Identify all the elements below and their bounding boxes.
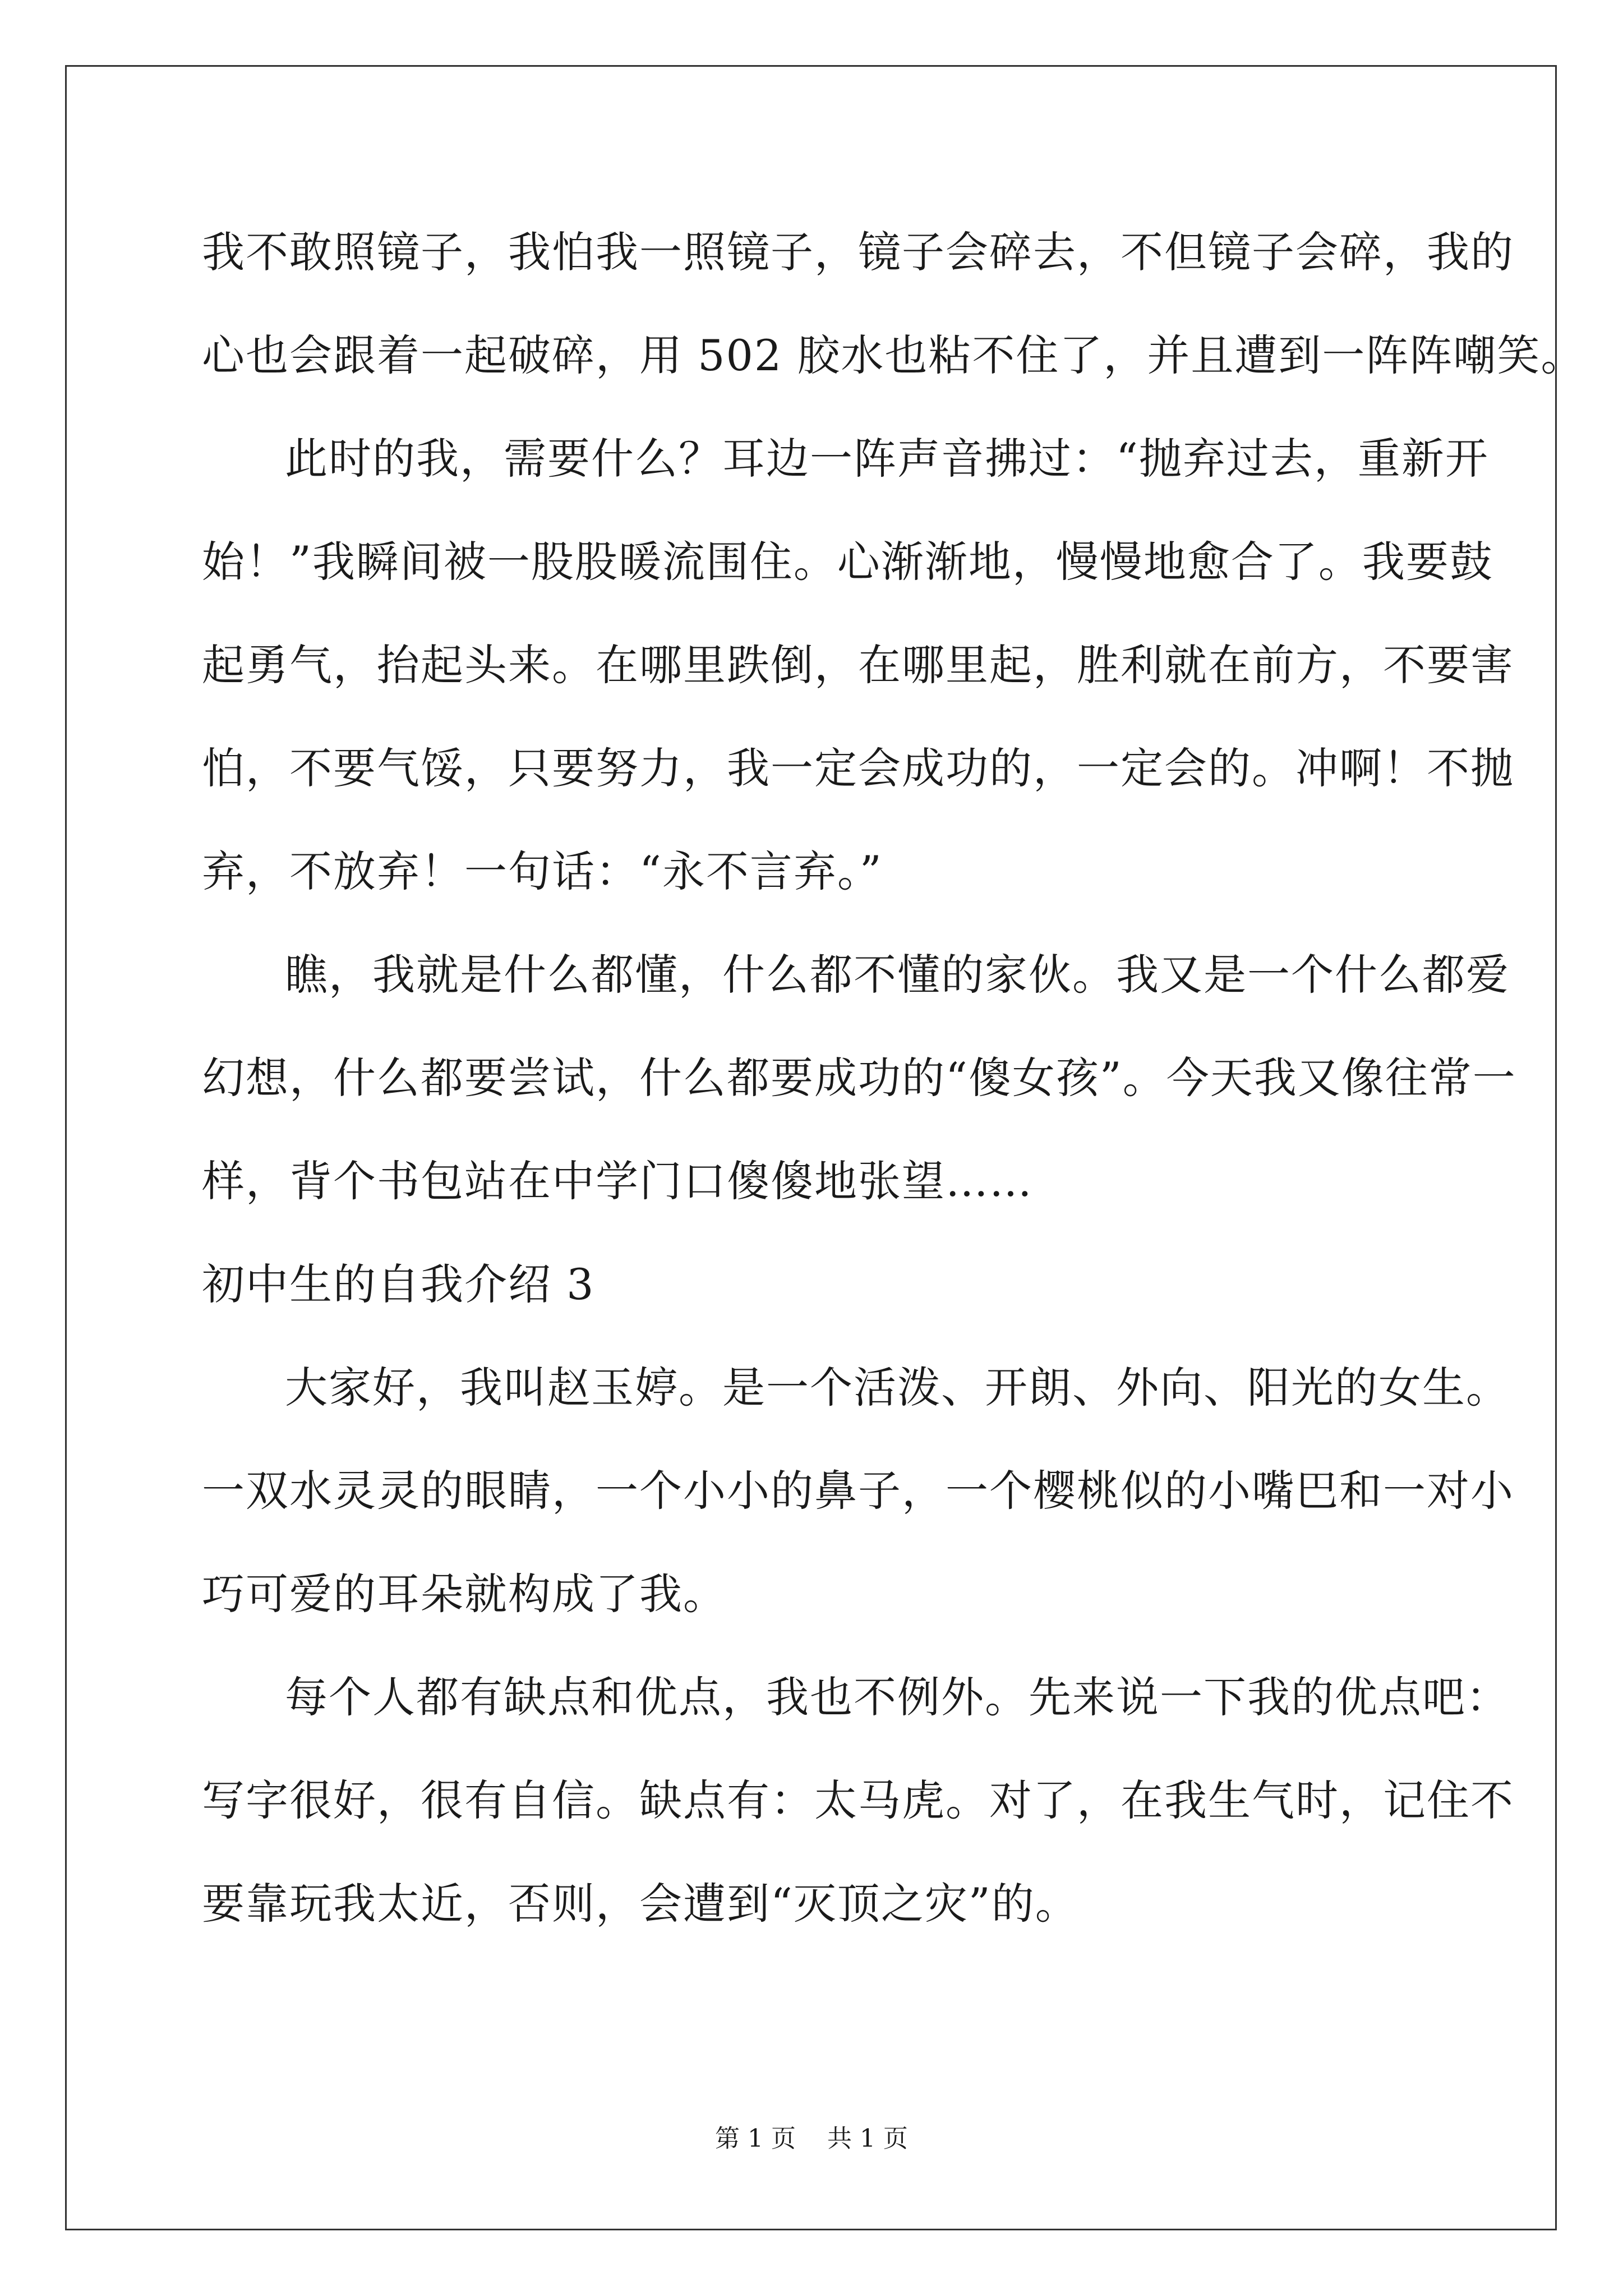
text-line: 此时的我，需要什么？耳边一阵声音拂过：“抛弃过去，重新开 — [285, 434, 1489, 484]
text-line: 要靠玩我太近，否则，会遭到“灭顶之灾”的。 — [202, 1879, 1079, 1929]
text-line: 起勇气，抬起头来。在哪里跌倒，在哪里起，胜利就在前方，不要害 — [202, 640, 1514, 690]
text-line: 写字很好，很有自信。缺点有：太马虎。对了，在我生气时，记住不 — [202, 1775, 1514, 1825]
text-line: 巧可爱的耳朵就构成了我。 — [202, 1569, 727, 1619]
text-line: 怕，不要气馁，只要努力，我一定会成功的，一定会的。冲啊！不抛 — [202, 743, 1514, 793]
text-line: 一双水灵灵的眼睛，一个小小的鼻子，一个樱桃似的小嘴巴和一对小 — [202, 1466, 1514, 1516]
text-line: 大家好，我叫赵玉婷。是一个活泼、开朗、外向、阳光的女生。 — [285, 1363, 1510, 1412]
text-line: 我不敢照镜子，我怕我一照镜子，镜子会碎去，不但镜子会碎，我的 — [202, 227, 1514, 277]
page-number-footer: 第 1 页 共 1 页 — [715, 2124, 908, 2153]
text-line: 样，背个书包站在中学门口傻傻地张望…… — [202, 1156, 1033, 1206]
document-body — [202, 222, 1585, 1976]
text-line: 始！”我瞬间被一股股暖流围住。心渐渐地，慢慢地愈合了。我要鼓 — [202, 537, 1493, 587]
text-line: 幻想，什么都要尝试，什么都要成功的“傻女孩”。今天我又像往常一 — [202, 1053, 1516, 1103]
text-line: 心也会跟着一起破碎，用 502 胶水也粘不住了，并且遭到一阵阵嘲笑。 — [202, 330, 1585, 380]
text-line: 弃，不放弃！一句话：“永不言弃。” — [202, 846, 883, 896]
section-heading: 初中生的自我介绍 3 — [202, 1259, 595, 1309]
text-line: 瞧，我就是什么都懂，什么都不懂的家伙。我又是一个什么都爱 — [285, 950, 1510, 1000]
text-line: 每个人都有缺点和优点，我也不例外。先来说一下我的优点吧： — [285, 1672, 1510, 1722]
